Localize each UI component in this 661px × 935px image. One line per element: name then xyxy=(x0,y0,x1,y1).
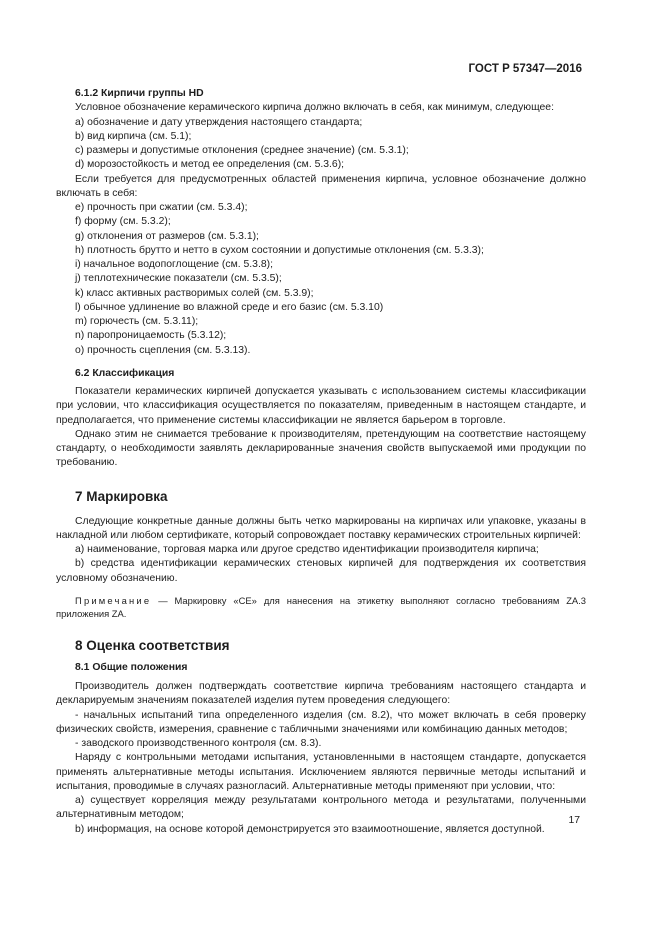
list-item: m) горючесть (см. 5.3.11); xyxy=(75,316,199,327)
list-item: b) информация, на основе которой демонстрируется это взаимоотношение, является доступной. xyxy=(75,823,545,835)
list-item: i) начальное водопоглощение (см. 5.3.8); xyxy=(75,259,273,270)
note xyxy=(56,594,586,620)
paragraph: Однако этим не снимается требование к производителям, претендующим на соответствие настоящему стандарту, о необходимости заявлять декларированные значения свойств выпускаемой ими продукции по требованию. xyxy=(56,428,586,469)
list-item: o) прочность сцепления (см. 5.3.13). xyxy=(75,344,251,356)
list-item: g) отклонения от размеров (см. 5.3.1); xyxy=(75,230,259,242)
note-text: — Маркировку «CE» для нанесения на этикетку выполняют согласно требованиям ZA.3 приложения ZA. xyxy=(56,594,586,619)
list-item: n) паропроницаемость (5.3.12); xyxy=(75,330,227,342)
list-item: a) наименование, торговая марка или другое средство идентификации производителя кирпича; xyxy=(75,544,539,555)
section-8-1-title: 8.1 Общие положения xyxy=(75,661,188,673)
standard-code: ГОСТ Р 57347—2016 xyxy=(468,63,582,75)
list-item: b) вид кирпича (см. 5.1); xyxy=(75,130,192,142)
paragraph: Условное обозначение керамического кирпича должно включать в себя, как минимум, следующее: xyxy=(75,102,554,114)
section-6-1-2-title: 6.1.2 Кирпичи группы HD xyxy=(75,88,204,99)
paragraph: Показатели керамических кирпичей допускается указывать с использованием системы классификации при условии, что классификация осуществляется по показателям, приведенным в настоящем стандарте, и предполагается, что применение системы классификации не является барьером в торговле. xyxy=(56,386,586,426)
list-item: a) существует корреляция между результатами контрольного метода и результатами, полученными альтернативным методом; xyxy=(56,795,586,821)
paragraph: Если требуется для предусмотренных областей применения кирпича, условное обозначение должно включать в себя: xyxy=(56,173,586,199)
list-item: l) обычное удлинение во влажной среде и его базис (см. 5.3.10) xyxy=(75,301,384,313)
paragraph: - заводского производственного контроля (см. 8.3). xyxy=(75,738,322,749)
page-number: 17 xyxy=(568,815,580,826)
list-item: b) средства идентификации керамических стеновых кирпичей для подтверждения их соответствия условному обозначению. xyxy=(56,558,586,584)
list-item: d) морозостойкость и метод ее определения (см. 5.3.6); xyxy=(75,159,345,171)
list-item: e) прочность при сжатии (см. 5.3.4); xyxy=(75,202,248,213)
list-item: f) форму (см. 5.3.2); xyxy=(75,216,171,228)
section-7-title: 7 Маркировка xyxy=(75,488,168,504)
note-label: Примечание xyxy=(75,594,152,606)
list-item: a) обозначение и дату утверждения настоящего стандарта; xyxy=(75,116,363,128)
list-item: c) размеры и допустимые отклонения (среднее значение) (см. 5.3.1); xyxy=(75,145,409,156)
list-item: h) плотность брутто и нетто в сухом состоянии и допустимые отклонения (см. 5.3.3); xyxy=(75,244,484,256)
section-8-title: 8 Оценка соответствия xyxy=(75,637,230,653)
paragraph: Наряду с контрольными методами испытания, установленными в настоящем стандарте, допускается применять альтернативные методы испытания. Исключением являются первичные методы испытаний и испытания, проводимые в случаях разногласий. Альтернативные методы применяют при условии, что: xyxy=(56,752,586,792)
list-item: j) теплотехнические показатели (см. 5.3.5); xyxy=(75,273,282,285)
section-6-2-title: 6.2 Классификация xyxy=(75,367,175,379)
page-content xyxy=(56,87,586,837)
paragraph: Производитель должен подтверждать соответствие кирпича требованиям настоящего стандарта и декларируемым значениям показателей изделия путем проведения следующего: xyxy=(56,681,586,707)
list-item: k) класс активных растворимых солей (см. 5.3.9); xyxy=(75,287,314,299)
paragraph: - начальных испытаний типа определенного изделия (см. 8.2), что может включать в себя проверку физических свойств, измерения, сравнение с табличными значениями или комбинацию данных методов; xyxy=(56,709,586,735)
paragraph: Следующие конкретные данные должны быть четко маркированы на кирпичах или упаковке, указаны в накладной или любом сертификате, который сопровождает поставку керамических строительных кирпичей: xyxy=(56,515,586,541)
